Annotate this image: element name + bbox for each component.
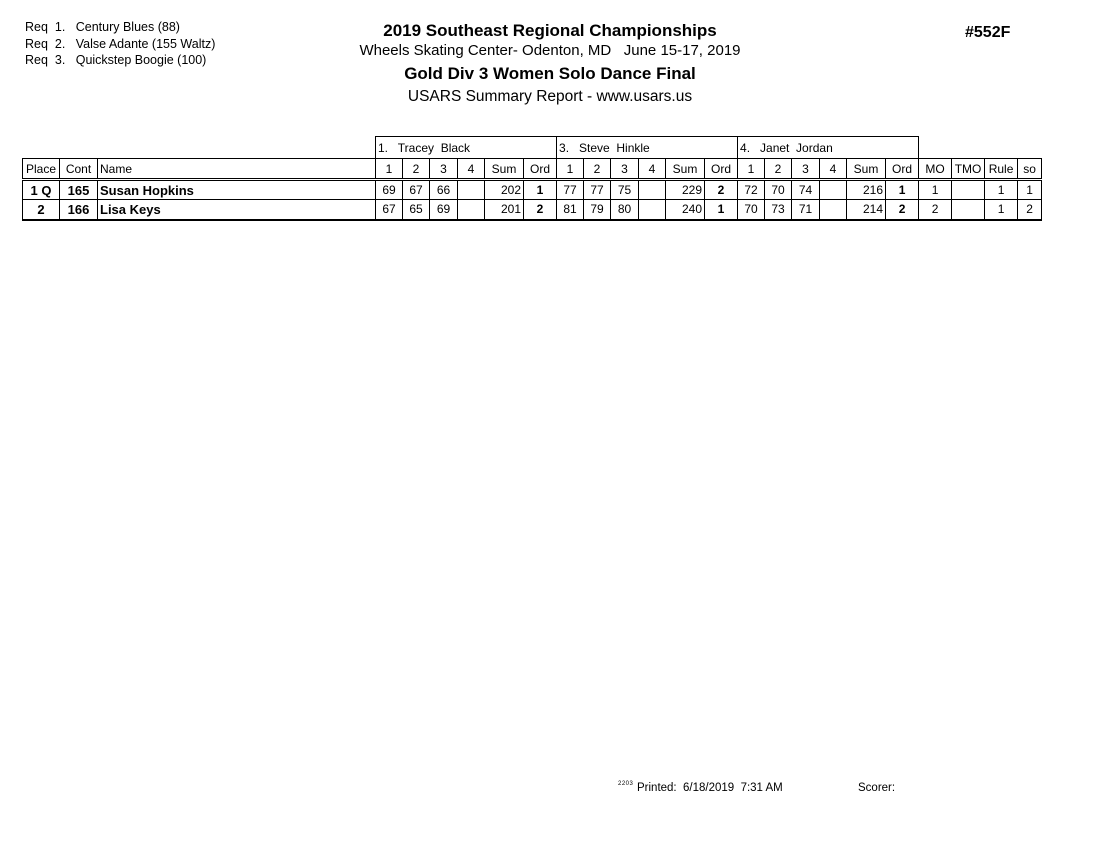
- judge3-trial2-header: 2: [765, 159, 792, 180]
- judge2-trial2-header: 2: [584, 159, 611, 180]
- column-header-row: [23, 159, 1042, 180]
- judge1-ordinal-cell: 2: [524, 200, 557, 220]
- judge-names-row: [23, 137, 1042, 159]
- place-cell: 2: [23, 200, 60, 220]
- tmo-header: TMO: [952, 159, 985, 180]
- report-title: USARS Summary Report - www.usars.us: [407, 88, 693, 105]
- report-header: [0, 20, 1100, 108]
- judge1-ord-header: Ord: [524, 159, 557, 180]
- judge1-sum-cell: 202: [485, 180, 524, 200]
- place-cell: 1 Q: [23, 180, 60, 200]
- judge2-sum-cell: 240: [666, 200, 705, 220]
- total-majority-ordinal-cell: [952, 200, 985, 220]
- judge2-sum-header: Sum: [666, 159, 705, 180]
- judge2-score-cell: [639, 200, 666, 220]
- judge2-score-cell: [639, 180, 666, 200]
- judge3-score-cell: 73: [765, 200, 792, 220]
- venue-date-line: Wheels Skating Center- Odenton, MD June 15-17, 2019: [359, 42, 741, 59]
- judge3-score-cell: 72: [738, 180, 765, 200]
- sum-ordinals-cell: 2: [1018, 200, 1042, 220]
- result-row-1: [23, 180, 1042, 200]
- requirement-line-2: Req 2. Valse Adante (155 Waltz): [25, 36, 216, 51]
- judge2-score-cell: 77: [557, 180, 584, 200]
- judge-row-right-spacer: [919, 137, 1042, 159]
- judge3-sum-cell: 214: [847, 200, 886, 220]
- printed-timestamp: Printed: 6/18/2019 7:31 AM: [637, 782, 783, 794]
- judge2-sum-cell: 229: [666, 180, 705, 200]
- judge2-score-cell: 81: [557, 200, 584, 220]
- mo-header: MO: [919, 159, 952, 180]
- total-majority-ordinal-cell: [952, 180, 985, 200]
- majority-ordinal-cell: 1: [919, 180, 952, 200]
- judge2-trial1-header: 1: [557, 159, 584, 180]
- judge1-score-cell: [458, 180, 485, 200]
- judge2-score-cell: 79: [584, 200, 611, 220]
- judge3-ord-header: Ord: [886, 159, 919, 180]
- judge3-sum-cell: 216: [847, 180, 886, 200]
- judge3-trial3-header: 3: [792, 159, 820, 180]
- judge2-ordinal-cell: 2: [705, 180, 738, 200]
- judge2-trial4-header: 4: [639, 159, 666, 180]
- requirement-line-1: Req 1. Century Blues (88): [25, 20, 180, 34]
- rule-cell: 1: [985, 180, 1018, 200]
- judge3-sum-header: Sum: [847, 159, 886, 180]
- judge1-score-cell: 67: [403, 180, 430, 200]
- requirement-line-3: Req 3. Quickstep Boogie (100): [25, 53, 207, 67]
- judge1-score-cell: 69: [376, 180, 403, 200]
- skater-name-cell: Lisa Keys: [98, 200, 376, 220]
- championship-title: 2019 Southeast Regional Championships: [383, 21, 717, 40]
- judge2-score-cell: 77: [584, 180, 611, 200]
- place-header: Place: [23, 159, 60, 180]
- judge3-trial4-header: 4: [820, 159, 847, 180]
- name-header: Name: [98, 159, 376, 180]
- judge1-sum-cell: 201: [485, 200, 524, 220]
- form-code: 2203: [618, 781, 634, 787]
- contestant-number-cell: 165: [60, 180, 98, 200]
- judge3-ordinal-cell: 2: [886, 200, 919, 220]
- judge2-trial3-header: 3: [611, 159, 639, 180]
- judge1-score-cell: 67: [376, 200, 403, 220]
- judge1-score-cell: 65: [403, 200, 430, 220]
- result-row-2: [23, 200, 1042, 220]
- judge1-score-cell: 69: [430, 200, 458, 220]
- judge-2-name: 3. Steve Hinkle: [557, 137, 738, 159]
- judge3-score-cell: 70: [738, 200, 765, 220]
- judge3-score-cell: [820, 200, 847, 220]
- judge3-score-cell: 74: [792, 180, 820, 200]
- event-number: #552F: [965, 24, 1011, 41]
- so-header: so: [1018, 159, 1042, 180]
- judge1-sum-header: Sum: [485, 159, 524, 180]
- judge1-trial4-header: 4: [458, 159, 485, 180]
- judge3-trial1-header: 1: [738, 159, 765, 180]
- scorer-label: Scorer:: [858, 782, 896, 794]
- judge1-ordinal-cell: 1: [524, 180, 557, 200]
- judge-3-name: 4. Janet Jordan: [738, 137, 919, 159]
- judge-1-name: 1. Tracey Black: [376, 137, 557, 159]
- cont-header: Cont: [60, 159, 98, 180]
- skater-name-cell: Susan Hopkins: [98, 180, 376, 200]
- judge1-trial3-header: 3: [430, 159, 458, 180]
- event-title: Gold Div 3 Women Solo Dance Final: [404, 64, 696, 83]
- contestant-number-cell: 166: [60, 200, 98, 220]
- judge2-ordinal-cell: 1: [705, 200, 738, 220]
- judge2-ord-header: Ord: [705, 159, 738, 180]
- judge-row-left-spacer: [23, 137, 376, 159]
- judge2-score-cell: 80: [611, 200, 639, 220]
- rule-cell: 1: [985, 200, 1018, 220]
- judge3-score-cell: [820, 180, 847, 200]
- judge1-trial1-header: 1: [376, 159, 403, 180]
- judge3-score-cell: 71: [792, 200, 820, 220]
- majority-ordinal-cell: 2: [919, 200, 952, 220]
- sum-ordinals-cell: 1: [1018, 180, 1042, 200]
- judge1-trial2-header: 2: [403, 159, 430, 180]
- rule-header: Rule: [985, 159, 1018, 180]
- judge3-ordinal-cell: 1: [886, 180, 919, 200]
- judge1-score-cell: [458, 200, 485, 220]
- results-table: [22, 136, 1042, 221]
- judge1-score-cell: 66: [430, 180, 458, 200]
- judge3-score-cell: 70: [765, 180, 792, 200]
- judge2-score-cell: 75: [611, 180, 639, 200]
